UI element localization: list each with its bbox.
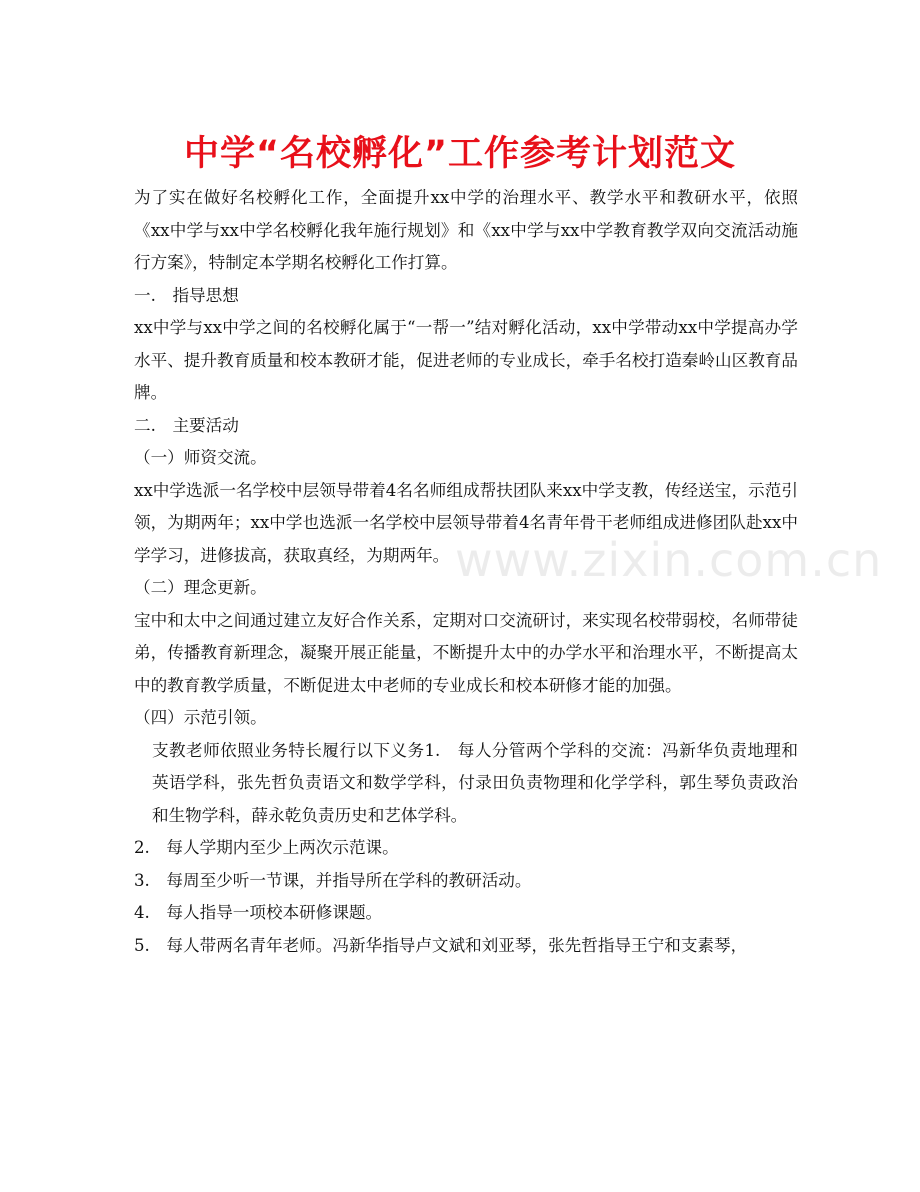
section-heading-2: 二. 主要活动 [134,415,239,435]
watermark: www.zixin.com.cn [455,533,883,587]
subheading-teacher-exchange: （一）师资交流。 [134,448,267,467]
list-item-5: 5. 每人带两名青年老师。冯新华指导卢文斌和刘亚琴，张先哲指导王宁和支素琴， [134,935,748,955]
guiding-thought-paragraph: xx中学与xx中学之间的名校孵化属于“一帮一”结对孵化活动，xx中学带动xx中学提高办学水平、提升教育质量和校本教研才能，促进老师的专业成长，牵手名校打造秦岭山区教育品牌。 [134,318,798,402]
demonstration-paragraph: 支教老师依照业务特长履行以下义务1. 每人分管两个学科的交流：冯新华负责地理和英语学科，张先哲负责语文和数学学科，付录田负责物理和化学学科，郭生琴负责政治和生物学科，薛永乾负责历史和艺体学科。 [152,740,798,825]
list-item-3: 3. 每周至少听一节课，并指导所在学科的教研活动。 [134,870,532,890]
subheading-concept-update: （二）理念更新。 [134,578,267,597]
intro-paragraph: 为了实在做好名校孵化工作，全面提升xx中学的治理水平、教学水平和教研水平，依照《xx中学与xx中学名校孵化我年施行规划》和《xx中学与xx中学教育教学双向交流活动施行方案》，特制定本学期名校孵化工作打算。 [134,188,798,272]
concept-update-paragraph: 宝中和太中之间通过建立友好合作关系，定期对口交流研讨，来实现名校带弱校，名师带徒弟，传播教育新理念，凝聚开展正能量，不断提升太中的办学水平和治理水平，不断提高太中的教育教学质量，不断促进太中老师的专业成长和校本研修才能的加强。 [134,610,798,695]
section-heading-1: 一. 指导思想 [134,285,239,305]
subheading-demonstration: （四）示范引领。 [134,708,267,727]
document-title: 中学“名校孵化”工作参考计划范文 [183,134,736,174]
list-item-4: 4. 每人指导一项校本研修课题。 [134,903,383,922]
teacher-exchange-paragraph: xx中学选派一名学校中层领导带着4名名师组成帮扶团队来xx中学支教，传经送宝，示范引领，为期两年；xx中学也选派一名学校中层领导带着4名青年骨干老师组成进修团队赴xx中学学习，进修拔高，获取真经，为期两年。 [134,480,798,565]
document-body [134,182,798,962]
list-item-2: 2. 每人学期内至少上两次示范课。 [134,838,399,857]
